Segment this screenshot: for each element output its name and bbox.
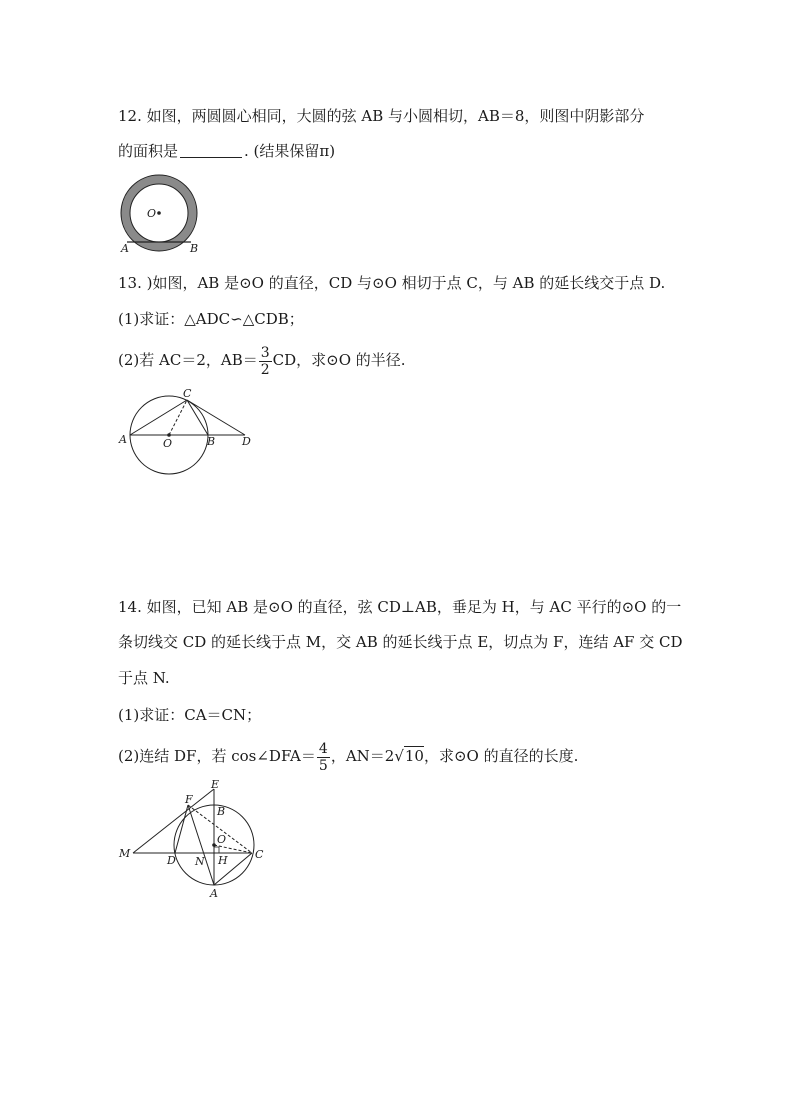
q13-fraction-denominator: 2 [260, 361, 270, 378]
q12-center-point [157, 211, 161, 215]
q14-text-line2: 条切线交 CD 的延长线于点 M，交 AB 的延长线于点 E，切点为 F，连结 AF 交 CD [118, 633, 683, 651]
q14-label-h: H [218, 854, 228, 867]
q14-square-root [394, 738, 424, 774]
q13-label-a: A [119, 433, 127, 446]
q13-label-c: C [183, 387, 192, 400]
q12-text-line2 [118, 141, 335, 161]
q14-radical-sign: √ [394, 747, 404, 765]
q14-label-e: E [211, 778, 220, 791]
q13-part1: (1)求证：△ADC∽△CDB； [118, 310, 304, 328]
q14-fraction [317, 741, 330, 774]
q13-text-line1: 13. )如图，AB 是⊙O 的直径，CD 与⊙O 相切于点 C，与 AB 的延长线交于点 D. [118, 274, 666, 292]
q14-part2-mid: ，AN＝2 [330, 747, 395, 765]
q12-text-line1: 12. 如图，两圆圆心相同，大圆的弦 AB 与小圆相切，AB＝8，则图中阴影部分 [118, 107, 645, 125]
q14-label-c: C [255, 848, 264, 861]
q12-label-b: B [190, 242, 199, 255]
q14-radicand: 10 [404, 747, 424, 765]
q13-line-cb [187, 400, 208, 435]
q12-label-a: A [121, 242, 129, 255]
q14-label-o: O [217, 833, 227, 846]
q12-concentric-circles-figure [115, 176, 210, 256]
q14-fraction-numerator: 4 [318, 740, 328, 757]
q13-label-d: D [242, 435, 251, 448]
q14-part2-prefix: (2)连结 DF，若 cos∠DFA＝ [118, 747, 316, 765]
q14-label-m: M [119, 847, 131, 860]
q14-fraction-denominator: 5 [318, 757, 328, 774]
q12-answer-blank [180, 143, 242, 158]
q13-line-ac [130, 400, 187, 435]
q14-label-b: B [217, 805, 226, 818]
q14-center-point [212, 843, 216, 847]
q13-line-cd [187, 400, 245, 435]
q14-part1: (1)求证：CA＝CN； [118, 706, 262, 724]
q14-dashed-oc [214, 845, 252, 853]
q13-fraction [259, 345, 272, 378]
q14-line-me [133, 789, 214, 853]
q14-part2 [118, 738, 578, 774]
q14-label-a: A [210, 887, 218, 900]
q14-text-line1: 14. 如图，已知 AB 是⊙O 的直径，弦 CD⊥AB，垂足为 H，与 AC 平行的⊙O 的一 [118, 598, 682, 616]
q12-text-line2-prefix: 的面积是 [118, 142, 179, 160]
q14-label-n: N [195, 855, 205, 868]
q14-line-fa [188, 805, 214, 885]
q13-part2-prefix: (2)若 AC＝2，AB＝ [118, 351, 258, 369]
q13-part2-suffix: CD，求⊙O 的半径. [272, 351, 406, 369]
q13-label-o: O [163, 437, 173, 450]
q13-label-b: B [207, 435, 216, 448]
q14-right-angle-mark [214, 847, 219, 853]
q14-text-line3: 于点 N. [118, 669, 170, 687]
q14-circle-tangent-figure [115, 778, 275, 902]
q14-label-d: D [167, 854, 176, 867]
q13-circle-tangent-figure [115, 385, 260, 477]
q14-part2-suffix: ，求⊙O 的直径的长度. [423, 747, 579, 765]
q13-part2 [118, 342, 406, 378]
q12-label-o: O [147, 207, 157, 220]
q13-fraction-numerator: 3 [260, 344, 270, 361]
q14-label-f: F [185, 793, 193, 806]
q12-text-line2-suffix: . (结果保留π) [244, 142, 336, 160]
